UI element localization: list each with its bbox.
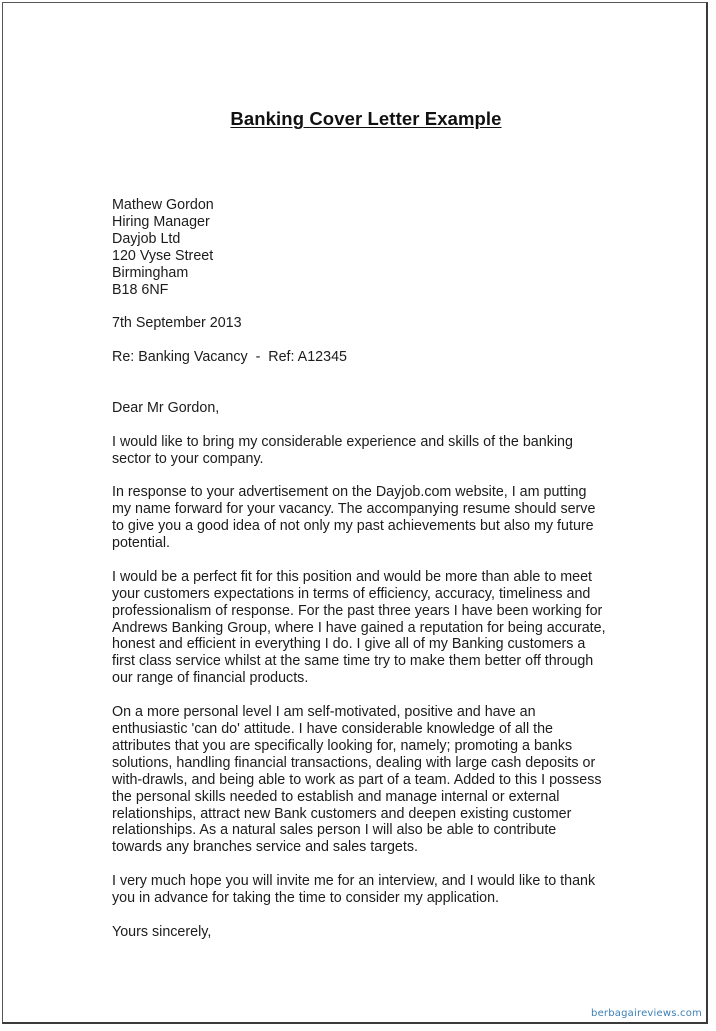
paragraph-line: On a more personal level I am self-motivated, positive and have an bbox=[112, 704, 536, 721]
paragraph-4 bbox=[112, 704, 632, 856]
recipient-address bbox=[112, 197, 632, 298]
paragraph-line: you in advance for taking the time to consider my application. bbox=[112, 890, 500, 907]
paragraph-line: professionalism of response. For the past three years I have been working for bbox=[112, 602, 603, 619]
recipient-postcode: B18 6NF bbox=[112, 281, 169, 298]
recipient-name: Mathew Gordon bbox=[112, 197, 214, 213]
reference-line: Re: Banking Vacancy - Ref: A12345 bbox=[112, 349, 347, 366]
letter-date: 7th September 2013 bbox=[112, 315, 242, 332]
paragraph-line: the personal skills needed to establish and manage internal or external bbox=[112, 788, 560, 805]
letter-body bbox=[112, 197, 632, 941]
recipient-position: Hiring Manager bbox=[112, 213, 210, 230]
paragraph-line: with-drawls, and being able to work as part of a team. Added to this I possess bbox=[112, 771, 602, 788]
paragraph-line: sector to your company. bbox=[112, 450, 264, 467]
paragraph-line: towards any branches service and sales targets. bbox=[112, 839, 418, 856]
paragraph-line: my name forward for your vacancy. The accompanying resume should serve bbox=[112, 501, 596, 518]
paragraph-3 bbox=[112, 569, 632, 687]
paragraph-line: potential. bbox=[112, 535, 171, 552]
paragraph-line: solutions, handling financial transactions, dealing with large cash deposits or bbox=[112, 754, 596, 771]
watermark-text: berbagaireviews.com bbox=[591, 1008, 702, 1019]
closing: Yours sincerely, bbox=[112, 923, 212, 940]
paragraph-line: Andrews Banking Group, where I have gained a reputation for being accurate, bbox=[112, 619, 606, 636]
paragraph-line: honest and efficient in everything I do. I give all of my Banking customers a bbox=[112, 636, 586, 653]
paragraph-line: first class service whilst at the same time try to make them better off through bbox=[112, 653, 594, 670]
recipient-city: Birmingham bbox=[112, 264, 189, 281]
paragraph-line: I very much hope you will invite me for an interview, and I would like to thank bbox=[112, 873, 596, 890]
paragraph-line: In response to your advertisement on the Dayjob.com website, I am putting bbox=[112, 484, 587, 501]
paragraph-line: attributes that you are specifically looking for, namely; promoting a banks bbox=[112, 737, 573, 754]
recipient-street: 120 Vyse Street bbox=[112, 247, 214, 264]
recipient-company: Dayjob Ltd bbox=[112, 230, 181, 247]
paragraph-2 bbox=[112, 484, 632, 552]
paragraph-line: relationships, attract new Bank customers and deepen existing customer bbox=[112, 805, 572, 822]
paragraph-line: to give you a good idea of not only my past achievements but also my future bbox=[112, 518, 594, 535]
salutation: Dear Mr Gordon, bbox=[112, 399, 220, 416]
paragraph-line: relationships. As a natural sales person I will also be able to contribute bbox=[112, 822, 557, 839]
paragraph-line: I would be a perfect fit for this position and would be more than able to meet bbox=[112, 568, 593, 585]
paragraph-line: our range of financial products. bbox=[112, 670, 309, 687]
paragraph-line: I would like to bring my considerable experience and skills of the banking bbox=[112, 433, 573, 450]
paragraph-line: your customers expectations in terms of efficiency, accuracy, timeliness and bbox=[112, 585, 591, 602]
paragraph-line: enthusiastic 'can do' attitude. I have considerable knowledge of all the bbox=[112, 720, 554, 737]
paragraph-5 bbox=[112, 873, 632, 907]
document-title: Banking Cover Letter Example bbox=[230, 108, 502, 129]
paragraph-1 bbox=[112, 434, 632, 468]
